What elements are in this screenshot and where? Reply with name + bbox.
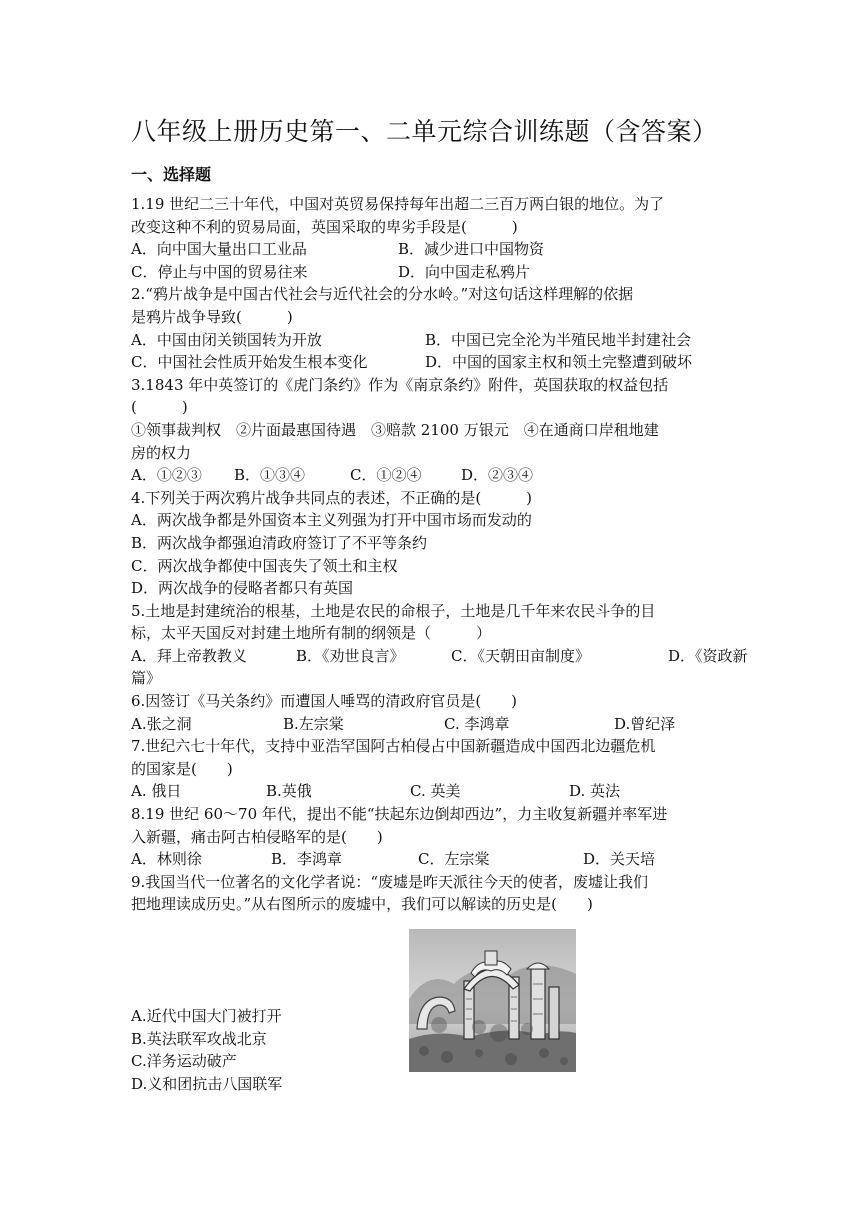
q7-option-b: B.英俄 [266,782,312,801]
q9-option-a: A.近代中国大门被打开 [131,1007,282,1025]
q3-options-row [131,464,731,487]
q1-option-a: A．向中国大量出口工业品 [131,240,307,259]
q7-option-a: A. 俄日 [131,782,182,801]
q4-option-a: A．两次战争都是外国资本主义列强为打开中国市场而发动的 [131,511,532,530]
q2-stem-line2: 是鸦片战争导致( ) [131,307,293,326]
q5-option-c: C．《天朝田亩制度》 [451,646,590,665]
q4-option-d: D．两次战争的侵略者都只有英国 [131,579,354,598]
q8-stem-line2: 入新疆，痛击阿古柏侵略军的是( ) [131,827,383,846]
q8-options-row [131,848,731,871]
q3-option-a: A．①②③ [131,466,202,485]
q2-option-c: C．中国社会性质开始发生根本变化 [131,353,368,372]
q9-option-c: C.洋务运动破产 [131,1052,237,1071]
q6-options-row [131,713,731,736]
q4-option-c: C．两次战争都使中国丧失了领土和主权 [131,556,398,575]
q3-option-d: D．②③④ [461,466,534,485]
q3-stem-line1: 3.1843 年中英签订的《虎门条约》作为《南京条约》附件，英国获取的权益包括 [131,375,669,394]
q1-stem-line1: 1.19 世纪二三十年代，中国对英贸易保持每年出超二三百万两白银的地位。为了 [131,195,665,213]
q8-stem-line1: 8.19 世纪 60～70 年代，提出不能“扶起东边倒却西边”，力主收复新疆并率军进 [131,805,668,824]
q3-stem-line4: 房的权力 [131,443,192,462]
q7-option-d: D. 英法 [569,782,621,801]
q3-option-c: C．①②④ [350,466,422,485]
q4-option-b: B．两次战争都强迫清政府签订了不平等条约 [131,533,428,552]
q1-stem-line2: 改变这种不利的贸易局面，英国采取的卑劣手段是( ) [131,217,518,236]
q6-option-a: A.张之洞 [131,714,192,733]
q6-option-b: B.左宗棠 [283,714,344,733]
q5-option-b: B．《劝世良言》 [296,646,405,665]
q8-option-a: A．林则徐 [131,850,202,869]
q5-options-row [131,645,748,668]
q9-options [131,1005,282,1095]
page-title: 八年级上册历史第一、二单元综合训练题（含答案） [131,117,718,146]
q5-option-d: D．《资政新 [668,646,748,665]
q1-option-d: D．向中国走私鸦片 [398,262,531,281]
q5-stem-line1: 5.土地是封建统治的根基，土地是农民的命根子，土地是几千年来农民斗争的目 [131,601,656,620]
q9-option-d: D.义和团抗击八国联军 [131,1074,283,1093]
q4-stem-line1: 4.下列关于两次鸦片战争共同点的表述，不正确的是( ) [131,488,533,507]
q7-stem-line1: 7.世纪六七十年代，支持中亚浩罕国阿古柏侵占中国新疆造成中国西北边疆危机 [131,737,656,756]
q7-options-row [131,780,731,803]
q7-option-c: C. 英美 [410,782,461,801]
q2-option-b: B．中国已完全沦为半殖民地半封建社会 [425,330,692,349]
q7-stem-line2: 的国家是( ) [131,759,233,778]
section-heading: 一、选择题 [131,165,212,184]
q2-stem-line1: 2.“鸦片战争是中国古代社会与近代社会的分水岭。”对这句话这样理解的依据 [131,285,634,304]
q1-options-row2 [131,261,731,284]
q3-stem-line2: ( ) [131,398,188,417]
q9-option-b: B.英法联军攻战北京 [131,1029,267,1048]
q5-stem-line2: 标，太平天国反对封建土地所有制的纲领是（ ） [131,624,492,643]
q8-option-c: C．左宗棠 [418,850,490,869]
q3-option-b: B．①③④ [234,466,306,485]
q2-option-a: A．中国由闭关锁国转为开放 [131,330,322,349]
q2-options-row2 [131,351,731,374]
q6-option-d: D.曾纪泽 [614,714,676,733]
q8-option-d: D．关天培 [583,850,656,869]
q9-stem-line1: 9.我国当代一位著名的文化学者说：“废墟是昨天派往今天的使者，废墟让我们 [131,872,648,891]
q6-stem-line1: 6.因签订《马关条约》而遭国人唾骂的清政府官员是( ) [131,692,518,711]
q5-option-d-continued: 篇》 [131,669,162,688]
q2-options-row1 [131,329,731,352]
q2-option-d: D．中国的国家主权和领土完整遭到破坏 [425,353,693,372]
q1-option-c: C．停止与中国的贸易往来 [131,262,308,281]
q9-stem-line2: 把地理读成历史。”从右图所示的废墟中，我们可以解读的历史是( ) [131,895,593,914]
q5-option-a: A．拜上帝教教义 [131,646,247,665]
q6-option-c: C. 李鸿章 [444,714,510,733]
q1-options-row1 [131,238,731,261]
ruins-photo [409,929,576,1072]
q8-option-b: B．李鸿章 [271,850,343,869]
q3-stem-line3: ①领事裁判权 ②片面最惠国待遇 ③赔款 2100 万银元 ④在通商口岸租地建 [131,420,659,439]
question-list [131,193,748,916]
q1-option-b: B．减少进口中国物资 [398,240,545,259]
